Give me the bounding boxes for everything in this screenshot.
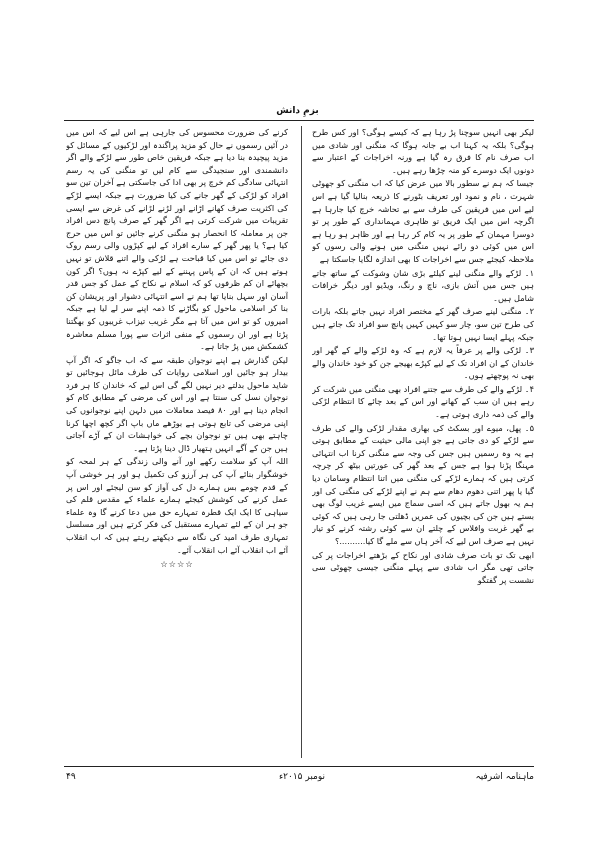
page-number: ۴۹ [66,772,76,782]
list-item: ۵۔ پھل، میوے اور بسکٹ کی بھاری مقدار لڑکی والے کی طرف سے لڑکے کو دی جاتی ہے جو اپنی مالی حیثیت کے مطابق ہوتی ہے یہ وہ رسمیں ہیں جس کی وجہ سے منگنی کرنا اب انتہائی مہنگا پڑنا ہوا ہے جس کے بعد گھر کی عورتیں بیٹھ کر چرچہ کرتی ہیں کہ ہمارے لڑکے کی منگنی میں اتنا انتظام وسامان دیا گیا یا پھر اتنی دھوم دھام سے ہم نے اپنے لڑکے کی منگنی کی اور ہم یہ بھول جاتے ہیں کہ اسی سماج میں ایسے غریب لوگ بھی بستے ہیں جن کی بچیوں کی عمریں ڈھلتی جا رہی ہیں کہ کوئی بے گھر غربت وافلاس کے چلتے ان سے کوئی رشتہ کرنے کو تیار نہیں ہے صرف اس لیے کہ آخر ہاں سے ملے گا کیا..........؟ [312,422,534,546]
left-column [66,126,288,758]
list-item: ۴۔ لڑکے والے کی طرف سے جتنے افراد بھی منگنی میں شرکت کر رہے ہیں ان سب کے کھانے اور اس کے بعد چائے کا انتظام لڑکی والے کی ذمہ داری ہوتی ہے۔ [312,383,534,420]
paragraph: جیسا کہ ہم نے سطور بالا میں عرض کیا کہ اب منگنی کو جھوٹی شہرت ، نام و نمود اور تعریف بٹورنے کا ذریعہ بنالیا گیا ہے اس لیے اس میں فریقین کی طرف سے بے تحاشہ خرچ کیا جارہا ہے اگرچہ اس میں ایک فریق تو ظاہری مہمانداری کے طور پر تو دوسرا مہمان کے طور پر یہ کام کر رہا ہے اور ظاہر ہو رہا ہے اس میں کوئی دو رائے نہیں منگنی میں ہونے والی رسوں کو ملاحظہ کیجئے جس سے اخراجات کا بھی اندازہ لگایا جاسکتا ہے [312,178,534,264]
column-divider [301,126,302,758]
paragraph: ابھی تک تو بات صرف شادی اور نکاح کے بڑھتے اخراجات پر کی جاتی تھی مگر اب شادی سے پہلے منگنی جیسی چھوٹی سی نشست پر گفتگو [312,549,534,585]
list-item: ۳۔ لڑکی والے پر عرفاً یہ لازم ہے کہ وہ لڑکے والے کے گھر اور خاندان کے ان افراد تک کے لیے کپڑے بھیجے جن کو خود خاندان والے بھی نہ پوچھتے ہوں۔ [312,345,534,381]
paragraph: لیکر بھی انہیں سوچنا پڑ رہا ہے کہ کیسے ہوگی؟ اور کس طرح ہوگی؟ بلکہ یہ کہنا اب بے جانہ ہوگا کہ منگنی اور شادی میں اب صرف نام کا فرق رہ گیا ہے ورنہ اخراجات کے اعتبار سے دونوں ایک دوسرے کو منہ چڑھا رہے ہیں۔ [312,127,534,175]
right-column [312,126,534,758]
paragraph: لیکن گذارش ہے اپنے نوجوان طبقہ سے کہ اب جاگو کہ اگر آپ بیدار ہو جائیں اور اسلامی روایات کی طرف مائل ہوجائیں تو شاید ماحول بدلتے دیر نہیں لگے گی اس لیے کہ خاندان کا ہر فرد نوجوان نسل کی سنتا ہے اور اس کی مرضی کے مطابق کام کو انجام دینا ہے اور ۸۰ فیصد معاملات میں دلہن اپنے نوجوانوں کی اپنی مرضی کی تابع ہوتی ہے بوڑھے ماں باپ اگر کچھ اچھا کرنا چاہتے بھی ہیں تو نوجوان بچے کی خواہشات ان کے آڑے آجاتی ہیں جن کے آگے انہیں ہتھیار ڈال دینا پڑتا ہے۔ [66,354,288,453]
paragraph: اللہ آپ کو سلامت رکھے اور آنے والی زندگی کے ہر لمحہ کو خوشگوار بنائے آپ کی ہر آرزو کی تکمیل ہو اور ہر خوشی آپ کے قدم چومے بس ہمارے دل کی آواز کو سن لیجئے اور اس پر عمل کرنے کی کوشش کیجئے ہمارے علماء کے مقدس قلم کی سیاہی کا ایک ایک قطرہ تمہارے حق میں دعا کرنے گا وہ علماء جو ہر ان کے لئے تمہارے مستقبل کی فکر کرتے ہیں اور مسلسل تمہاری طرف امید کی نگاہ سے دیکھتے رہتے ہیں کہ اب انقلاب آئے اب انقلاب آئے اب انقلاب آئے۔ [66,456,288,555]
footer-rule [64,766,534,767]
magazine-name: ماہنامہ اشرفیہ [475,772,534,782]
paragraph: کرنے کی ضرورت محسوس کی جارہی ہے اس لیے کہ اس میں در آئیں رسموں نے حال کو مزید پراگندہ اور لڑکیوں کے مسائل کو مزید پیچیدہ بنا دیا ہے جبکہ فریقین خاص طور سے لڑکے والے اگر دانشمندی اور سنجیدگی سے کام لیں تو منگنی کی یہ رسم انتہائی سادگی کم خرچ پر بھی ادا کی جاسکتی ہے آخران تین سو افراد کو لڑکی کے گھر جانے کی کیا ضرورت ہے جبکہ ایسے لڑکے کی اکثریت صرف کھانے اڑانے اور لڑنے لڑانے کی غرض سے ایسی تقریبات میں شرکت کرتی ہے اگر گھر کے صرف پانچ دس افراد جن پر معاملہ کا انحصار ہو منگنی کرنے جائیں تو اس میں حرج کیا ہے؟ یا پھر گھر کے سارے افراد کے لیے کپڑوں والی رسم روک دی جائے تو اس میں کیا قباحت ہے لڑکی والے اتنے قلاش تو نہیں ہوتے ہیں کہ ان کے پاس پہننے کے لیے کپڑے نہ ہوں؟ اگر کون بچھائے ان کم ظرفوں کو کہ اسلام نے نکاح کے عمل کو جس قدر آسان اور سہل بنایا تھا ہم نے اسے انتہائی دشوار اور پریشان کن بنا کر اسلامی ماحول کو بگاڑنے کا ذمہ اپنے سر لے لیا ہے جبکہ امیروں کو تو اس میں آتا ہے مگر غریب تیزاب غریبوں کو بھگتنا پڑتا ہے اور ان رسموں کے منفی اثرات سے پورا مسلم معاشرہ کشمکش میں پڑ جاتا ہے۔ [66,127,288,352]
page-header-title: بزمِ دانش [276,106,319,116]
header-rule [64,120,534,121]
page-footer [66,772,534,788]
section-end-stars: ☆☆☆☆ [160,559,194,570]
list-item: ۱۔ لڑکے والے منگنی لینے کیلئے بڑی شان وشوکت کے ساتھ جاتے ہیں جس میں آتش بازی، ناچ و رنگ، ویڈیو اور دیگر خرافات شامل ہیں۔ [312,267,534,303]
list-item: ۲۔ منگنی لینے صرف گھر کے مختصر افراد نہیں جاتے بلکہ بارات کی طرح تین سو، چار سو کہیں کہیں پانچ سو افراد تک جاتے ہیں جبکہ پہلے ایسا نہیں ہوتا تھا۔ [312,306,534,342]
issue-date: نومبر ۲۰۱۵ء [278,772,326,782]
